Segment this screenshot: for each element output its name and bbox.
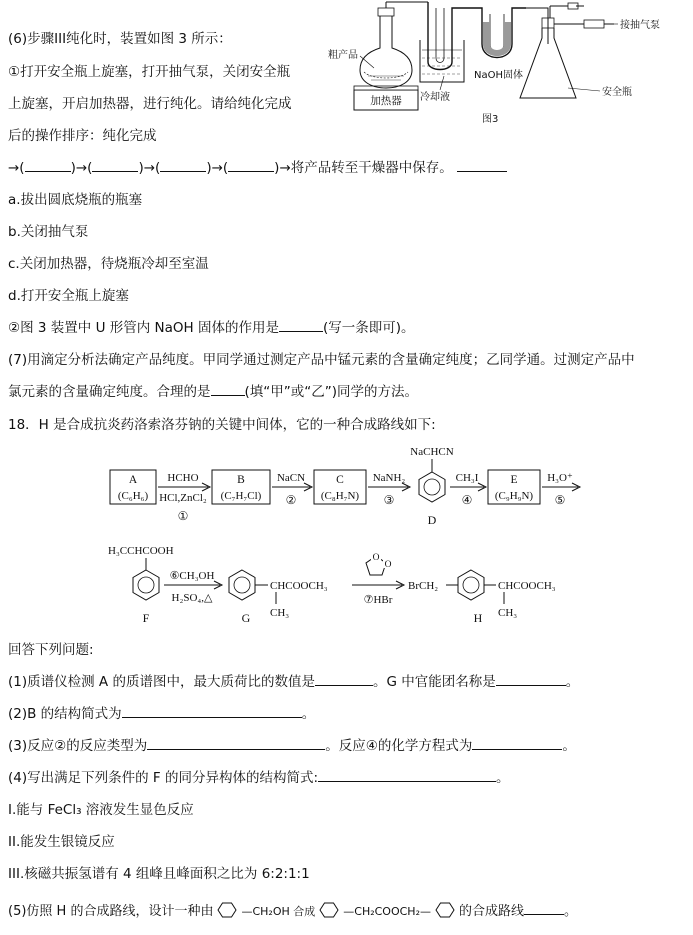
- reaction-5-number: ⑤: [554, 493, 566, 507]
- reagent-6-top: ⑥CH₃OH: [169, 570, 215, 582]
- reagent-1-bottom: HCl,ZnCl₂: [159, 492, 207, 504]
- svg-text:O: O: [384, 560, 392, 570]
- q6-op-line-3: 后的操作排序：纯化完成: [8, 128, 157, 144]
- sub-question-1: (1)质谱仪检测 A 的质谱图中，最大质荷比的数值是 。G 中官能团名称是 。: [8, 674, 580, 690]
- compound-G-group: CHCOOCH₃: [270, 580, 328, 592]
- sub-question-2: (2)B 的结构简式为 。: [8, 706, 316, 722]
- q6-option-d: d.打开安全瓶上旋塞: [8, 288, 129, 304]
- safety-flask-label: 安全瓶: [602, 87, 632, 98]
- condition-2: II.能发生银镜反应: [8, 834, 115, 850]
- reaction-type-blank[interactable]: [147, 737, 325, 750]
- reagent-7-bottom: ⑦HBr: [363, 594, 393, 606]
- round-flask: [360, 14, 412, 88]
- compound-B-letter: B: [237, 474, 245, 486]
- svg-text:O: O: [372, 553, 380, 563]
- route-blank[interactable]: [524, 902, 564, 915]
- compound-F-ring: [133, 570, 159, 600]
- compound-H-left: BrCH₂: [408, 580, 439, 592]
- compound-E-letter: E: [510, 474, 518, 486]
- crude-product-label: 粗产品: [328, 50, 358, 61]
- q6-sub2: ②图 3 装置中 U 形管内 NaOH 固体的作用是 (写一条即可)。: [8, 320, 415, 336]
- q7-line-1: (7)用滴定分析法确定产品纯度。甲同学通过测定产品中锰元素的含量确定纯度；乙同学通。过测定产品中: [8, 352, 635, 368]
- compound-G-methyl: CH₃: [270, 607, 290, 619]
- sub-question-4: (4)写出满足下列条件的 F 的同分异构体的结构简式: 。: [8, 770, 510, 786]
- reagent-4-top: CH₃I: [455, 472, 479, 484]
- benzene-icon: [213, 902, 241, 918]
- order-blank-1[interactable]: [25, 159, 71, 172]
- q6-option-b: b.关闭抽气泵: [8, 224, 89, 240]
- q6-op-line-1: ①打开安全瓶上旋塞，打开抽气泵，关闭安全瓶: [8, 64, 291, 80]
- isomer-blank[interactable]: [318, 769, 496, 782]
- order-tail: →将产品转至干燥器中保存。: [279, 160, 453, 176]
- reagent-3-top: NaNH₂: [372, 472, 406, 484]
- reaction-3-number: ③: [383, 493, 395, 507]
- figure3-apparatus: [316, 0, 693, 135]
- compound-G-letter: G: [241, 611, 251, 625]
- sub-question-3: (3)反应②的反应类型为 。反应④的化学方程式为 。: [8, 738, 576, 754]
- b-structure-blank[interactable]: [122, 705, 302, 718]
- figure3-caption: 图3: [482, 114, 499, 125]
- compound-C-formula: (C₈H₇N): [320, 490, 360, 502]
- order-blank-2[interactable]: [92, 159, 138, 172]
- reaction-2-number: ②: [285, 493, 297, 507]
- synthesis-scheme-row2: [0, 530, 693, 630]
- naoh-label: NaOH固体: [474, 70, 523, 81]
- pump-connector: [584, 20, 604, 28]
- compound-C-letter: C: [336, 474, 344, 486]
- condition-3: III.核磁共振氢谱有 4 组峰且峰面积之比为 6:2:1:1: [8, 866, 310, 882]
- benzene-icon: [431, 902, 459, 918]
- compound-A-formula: (C₆H₆): [117, 490, 149, 502]
- compound-H-ring: [458, 570, 484, 600]
- q6-option-c: c.关闭加热器，待烧瓶冷却至室温: [8, 256, 209, 272]
- reagent-2-top: NaCN: [276, 472, 306, 484]
- reaction-4-number: ④: [461, 493, 473, 507]
- q6-order-line: →( )→( )→( )→( )→将产品转至干燥器中保存。: [8, 159, 507, 177]
- mass-charge-blank[interactable]: [315, 673, 373, 686]
- heater-label: 加热器: [370, 95, 402, 107]
- compound-A-letter: A: [128, 474, 138, 486]
- q7-line-2: 氯元素的含量确定纯度。合理的是 (填“甲”或“乙”)同学的方法。: [8, 384, 419, 400]
- cold-trap-tube: [428, 2, 476, 70]
- coolant-label: 冷却液: [420, 92, 450, 103]
- condition-1: I.能与 FeCl₃ 溶液发生显色反应: [8, 802, 194, 818]
- naoh-role-blank[interactable]: [279, 319, 323, 332]
- compound-G-ring: [229, 570, 255, 600]
- q6-option-a: a.拔出圆底烧瓶的瓶塞: [8, 192, 143, 208]
- pump-label: 接抽气泵: [620, 20, 660, 31]
- compound-B-formula: (C₇H₇Cl): [220, 490, 262, 502]
- answer-prompt: 回答下列问题:: [8, 642, 94, 658]
- q6-step-line: (6)步骤III纯化时，装置如图 3 所示：: [8, 31, 232, 47]
- compound-H-group: CHCOOCH₃: [498, 580, 556, 592]
- compound-D-ring: [419, 472, 445, 502]
- q7-answer-blank[interactable]: [211, 383, 245, 396]
- compound-F-substituent: H₃CCHCOOH: [108, 545, 174, 557]
- cooling-beaker: [420, 40, 464, 82]
- reagent-6-bottom: H₂SO₄,△: [171, 592, 213, 604]
- compound-H-letter: H: [473, 611, 483, 625]
- compound-D-substituent: NaCHCN: [410, 446, 454, 458]
- reagent-1-top: HCHO: [167, 472, 199, 484]
- q18-intro: 18．H 是合成抗炎药洛索洛芬钠的关键中间体，它的一种合成路线如下:: [8, 417, 436, 433]
- order-blank-3[interactable]: [160, 159, 206, 172]
- reaction-1-number: ①: [177, 509, 189, 523]
- functional-group-blank[interactable]: [496, 673, 566, 686]
- compound-E-formula: (C₉H₉N): [494, 490, 534, 502]
- order-blank-4[interactable]: [228, 159, 274, 172]
- equation-blank[interactable]: [472, 737, 562, 750]
- reagent-5-top: H₃O⁺: [547, 472, 573, 484]
- q6-op-line-2: 上旋塞，开启加热器，进行纯化。请给纯化完成: [8, 96, 292, 112]
- synthesis-scheme-row1: [0, 440, 693, 530]
- compound-H-methyl: CH₃: [498, 607, 518, 619]
- benzene-icon: [315, 902, 343, 918]
- sub-question-5: (5)仿照 H 的合成路线，设计一种由 —CH₂OH 合成 —CH₂COOCH₂— 的合成路线 。: [8, 904, 578, 919]
- order-answer-blank[interactable]: [457, 159, 507, 172]
- compound-F-letter: F: [142, 611, 150, 625]
- compound-D-letter: D: [427, 513, 437, 527]
